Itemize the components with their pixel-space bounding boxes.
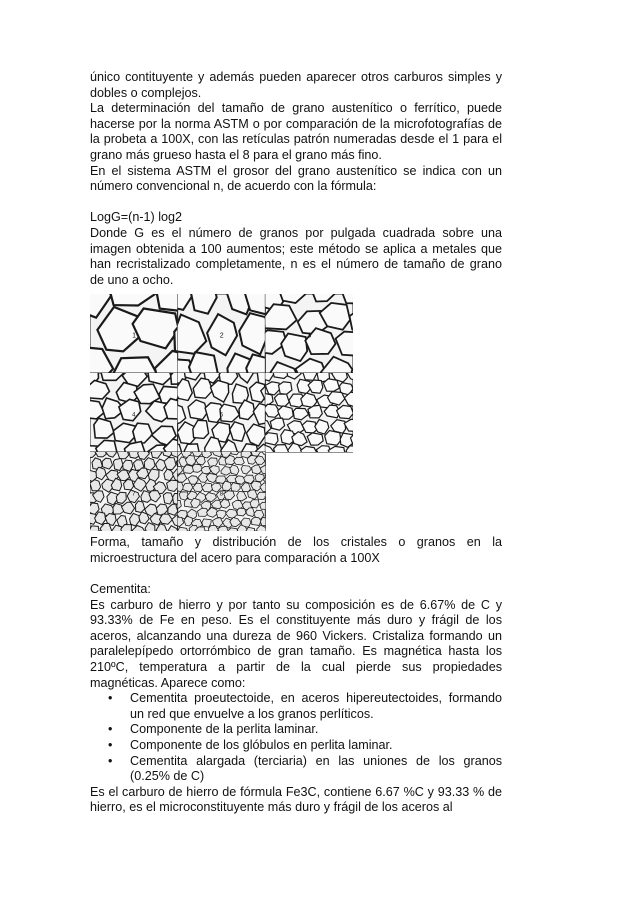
paragraph-grain-size: La determinación del tamaño de grano austenítico o ferrítico, puede hacerse por la norma ASTM o por comparación de la microfotografías de la probeta a 100X, con las retículas patrón numeradas desde el 1 para el grano más grueso hasta el 8 para el grano más fino. [90, 101, 502, 162]
paragraph-closing: Es el carburo de hierro de fórmula Fe3C, contiene 6.67 %C y 93.33 % de hierro, es el microconstituyente más duro y frágil de los aceros al [90, 784, 502, 815]
document-page [90, 70, 502, 816]
paragraph-intro: único contituyente y además pueden aparecer otros carburos simples y dobles o complejos. [90, 70, 502, 100]
paragraph-formula-description: Donde G es el número de granos por pulgada cuadrada sobre una imagen obtenida a 100 aumentos; este método se aplica a metales que han recristalizado completamente, n es el número de tamaño de grano de uno a ocho. [90, 225, 502, 287]
panel-number-label: 4 [132, 412, 136, 419]
cementita-forms-list [90, 691, 502, 785]
cementita-heading: Cementita: [90, 582, 151, 597]
figure-caption: Forma, tamaño y distribución de los cristales o granos en la microestructura del acero para comparación a 100X [90, 535, 502, 565]
blank-line [90, 567, 502, 583]
panel-number-label: 6 [307, 412, 311, 419]
panel-number-label: 5 [219, 412, 224, 419]
blank-line [90, 195, 502, 211]
formula: LogG=(n-1) log2 [90, 210, 183, 225]
panel-number-label: 7 [132, 491, 136, 498]
list-item: • Cementita proeutectoide, en aceros hipereutectoides, formando un red que envuelve a los granos perlíticos. [130, 691, 502, 722]
grain-panel [171, 446, 277, 532]
panel-number-label: 3 [307, 332, 312, 340]
list-item: • Cementita alargada (terciaria) en las uniones de los granos (0.25% de C) [130, 754, 502, 785]
panel-number-label: 1 [132, 332, 136, 340]
list-item: • Componente de los glóbulos en perlita laminar. [130, 738, 502, 754]
grain-panel [90, 445, 190, 531]
paragraph-astm: En el sistema ASTM el grosor del grano austenítico se indica con un número convencional n, de acuerdo con la fórmula: [90, 163, 502, 194]
grain-micrograph-grid [90, 294, 353, 531]
panel-number-label: 8 [219, 491, 224, 498]
grain-panel [257, 364, 353, 460]
grain-size-comparison-figure [90, 294, 353, 531]
panel-number-label: 2 [219, 332, 224, 340]
list-item: • Componente de la perlita laminar. [130, 722, 502, 738]
paragraph-cementita: Es carburo de hierro y por tanto su composición es de 6.67% de C y 93.33% de Fe en peso. Es el constituyente más duro y frágil de los aceros, alcanzando una dureza de 960 Vickers. Cristaliza formando un paralelepípedo ortorrómbico de gran tamaño. Es magnética hasta los 210ºC, temperatura a partir de la cual pierde sus propiedades magnéticas. Aparece como: [90, 597, 502, 690]
